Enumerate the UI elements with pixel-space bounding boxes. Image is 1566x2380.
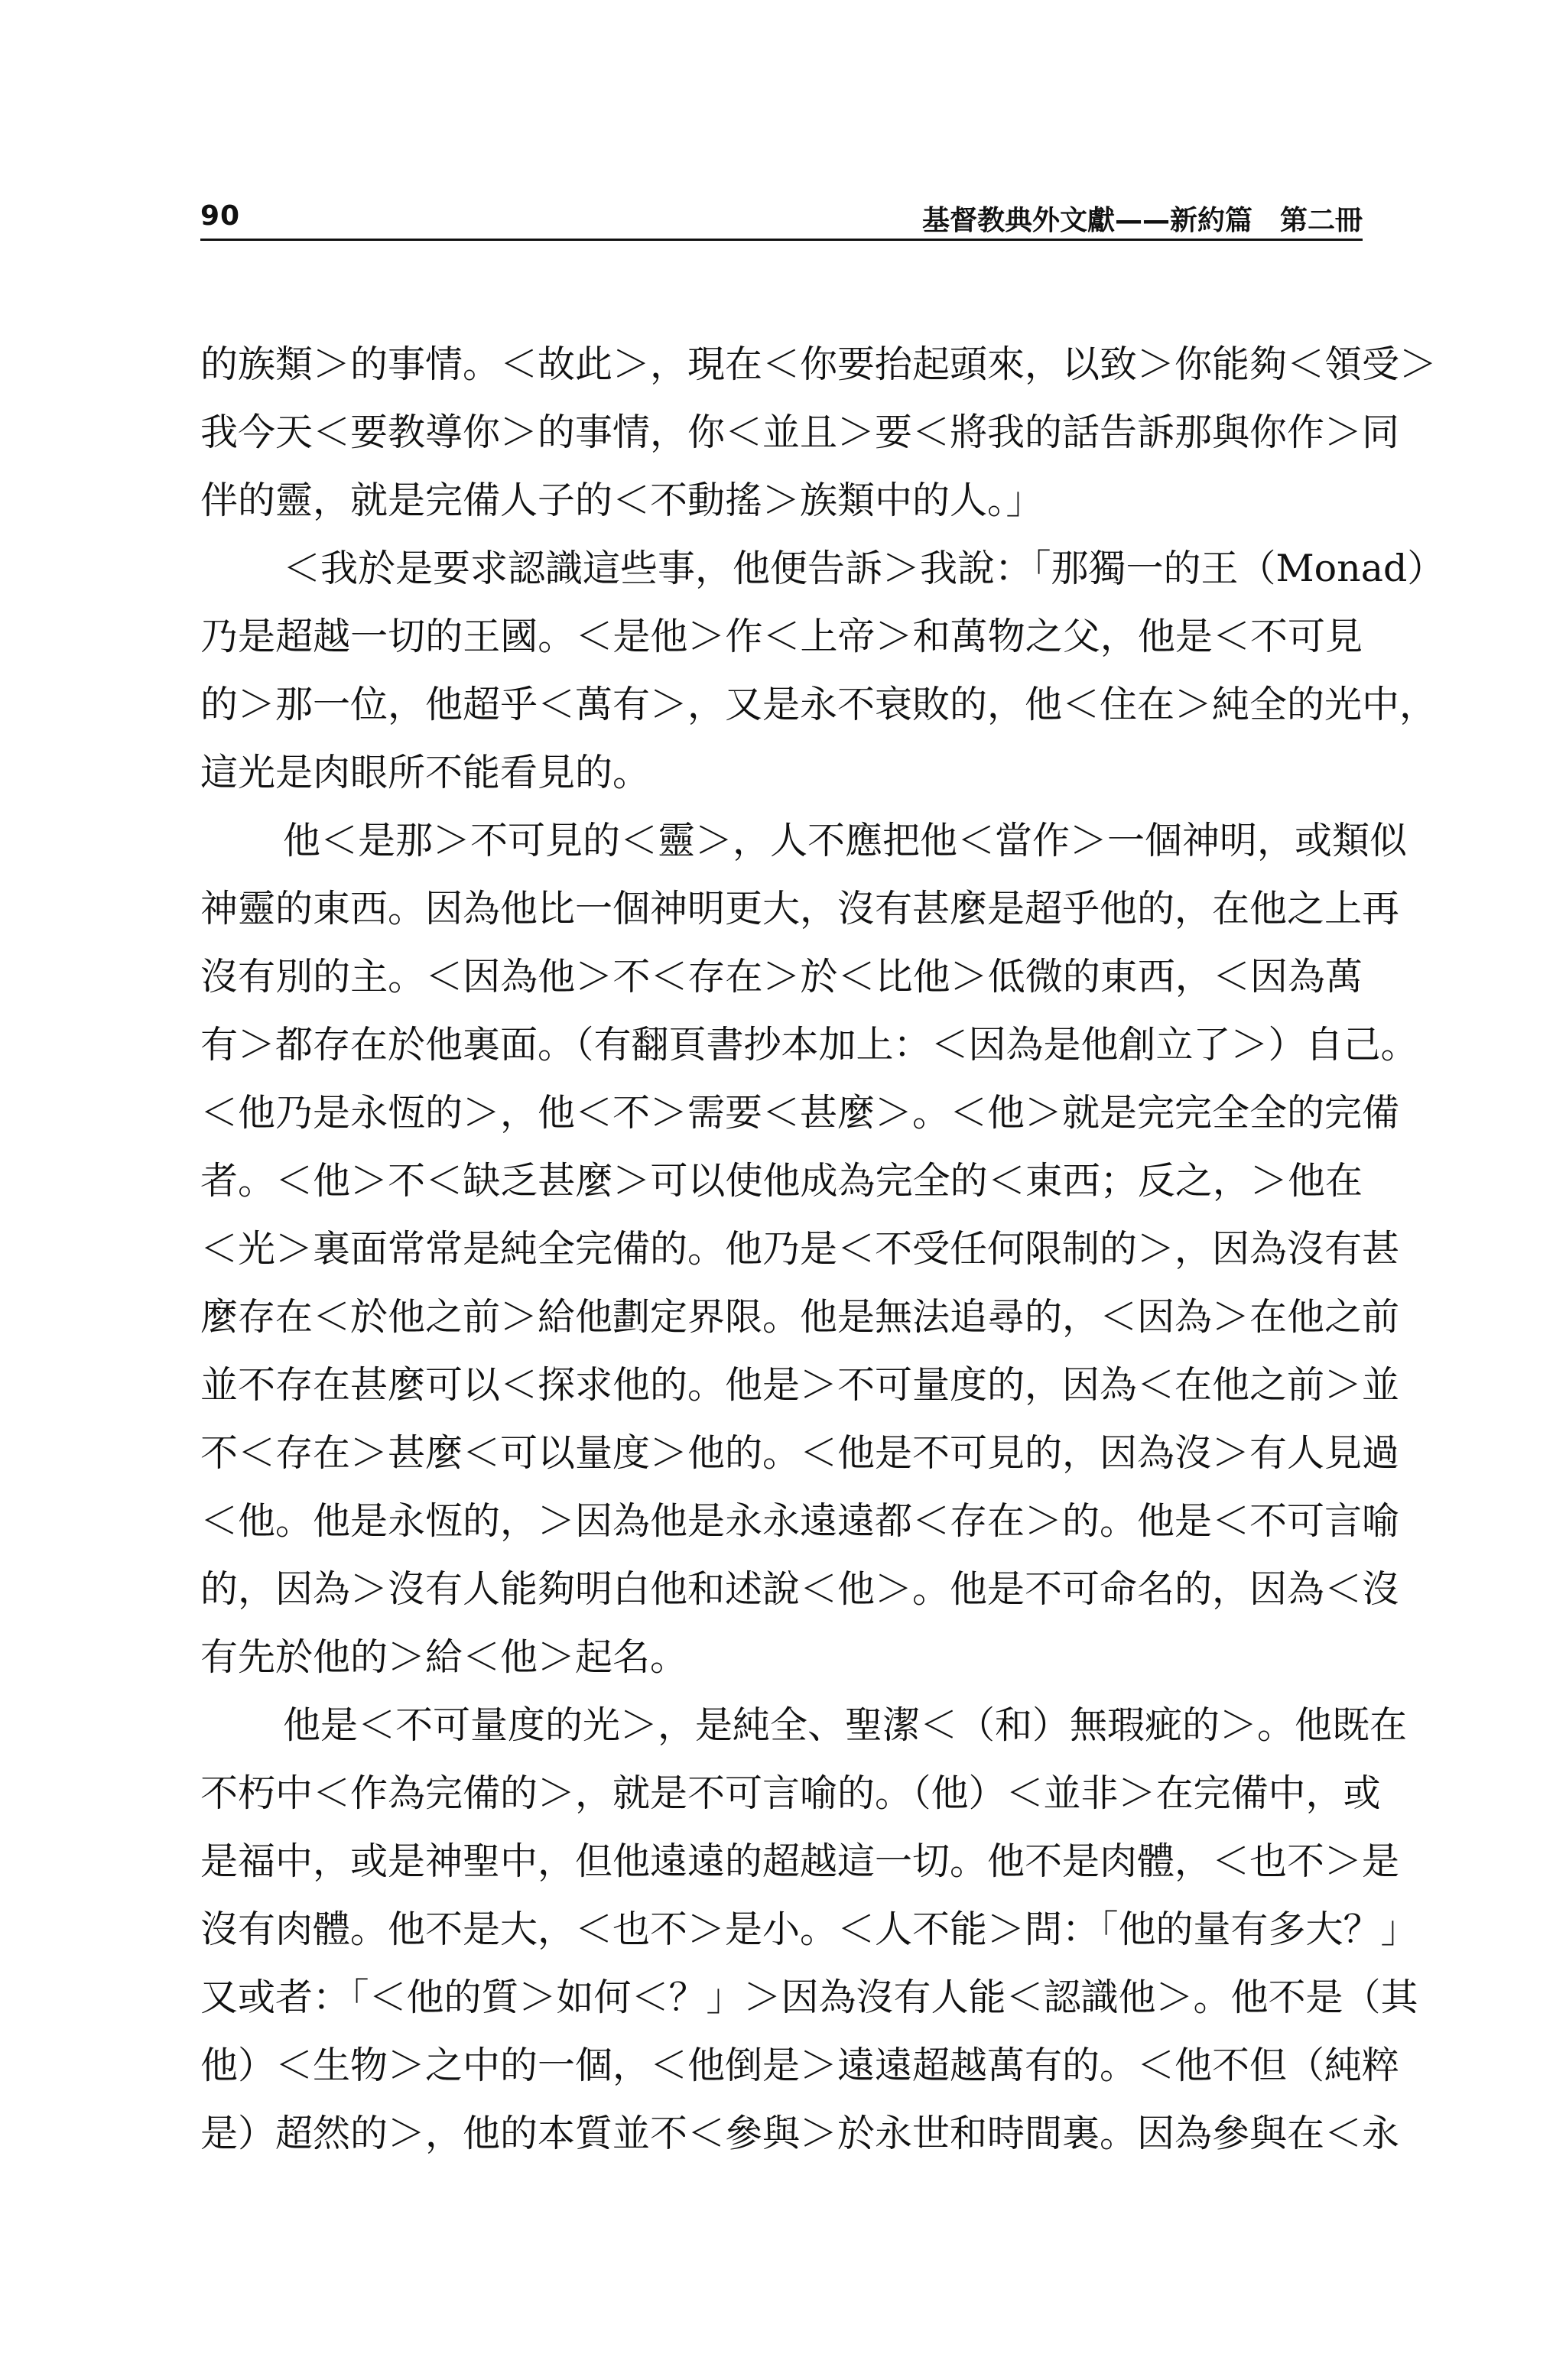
text-line: 有＞都存在於他裏面。（有翻頁書抄本加上：＜因為是他創立了＞）自己。 <box>200 1023 1418 1067</box>
text-line: 伴的靈，就是完備人子的＜不動搖＞族類中的人。」 <box>200 479 1044 522</box>
text-line: 這光是肉眼所不能看見的。 <box>200 751 651 794</box>
page-header <box>200 191 1363 237</box>
text-line: 並不存在甚麼可以＜探求他的。他是＞不可量度的，因為＜在他之前＞並 <box>200 1363 1400 1407</box>
text-line: 者。＜他＞不＜缺乏甚麼＞可以使他成為完全的＜東西；反之，＞他在 <box>200 1159 1363 1203</box>
text-line: 乃是超越一切的王國。＜是他＞作＜上帝＞和萬物之父，他是＜不可見 <box>200 615 1363 658</box>
text-line: ＜他。他是永恆的，＞因為他是永永遠遠都＜存在＞的。他是＜不可言喻 <box>200 1499 1400 1543</box>
text-line: 是）超然的＞，他的本質並不＜參與＞於永世和時間裏。因為參與在＜永 <box>200 2112 1400 2155</box>
body-text <box>200 330 1445 2167</box>
text-line: 有先於他的＞給＜他＞起名。 <box>200 1635 688 1679</box>
text-line: 不＜存在＞甚麼＜可以量度＞他的。＜他是不可見的，因為沒＞有人見過 <box>200 1431 1400 1475</box>
paragraph-3 <box>200 807 1418 1691</box>
text-line: ＜光＞裏面常常是純全完備的。他乃是＜不受任何限制的＞，因為沒有甚 <box>200 1227 1400 1271</box>
text-line: 他）＜生物＞之中的一個，＜他倒是＞遠遠超越萬有的。＜他不但（純粹 <box>200 2044 1400 2087</box>
text-line: 他＜是那＞不可見的＜靈＞，人不應把他＜當作＞一個神明，或類似 <box>283 819 1408 862</box>
page-number: 90 <box>200 200 241 232</box>
paragraph-2 <box>200 534 1445 807</box>
paragraph-1 <box>200 330 1438 534</box>
text-line: 的，因為＞沒有人能夠明白他和述說＜他＞。他是不可命名的，因為＜沒 <box>200 1567 1400 1611</box>
text-line: 是福中，或是神聖中，但他遠遠的超越這一切。他不是肉體，＜也不＞是 <box>200 1839 1400 1883</box>
text-line: 他是＜不可量度的光＞，是純全、聖潔＜（和）無瑕疵的＞。他既在 <box>283 1703 1408 1747</box>
text-line: 沒有肉體。他不是大，＜也不＞是小。＜人不能＞問：「他的量有多大？」 <box>200 1908 1418 1951</box>
text-line: 我今天＜要教導你＞的事情，你＜並且＞要＜將我的話告訴那與你作＞同 <box>200 411 1400 454</box>
text-line: 不朽中＜作為完備的＞，就是不可言喻的。（他）＜並非＞在完備中，或 <box>200 1771 1381 1815</box>
running-title: 基督教典外文獻——新約篇 第二冊 <box>921 205 1363 236</box>
text-line: 神靈的東西。因為他比一個神明更大，沒有甚麼是超乎他的，在他之上再 <box>200 887 1400 930</box>
text-line: 的族類＞的事情。＜故此＞，現在＜你要抬起頭來，以致＞你能夠＜領受＞ <box>200 343 1438 386</box>
text-line: 又或者：「＜他的質＞如何＜？」＞因為沒有人能＜認識他＞。他不是（其 <box>200 1976 1418 2019</box>
header-rule <box>200 239 1363 241</box>
paragraph-4 <box>200 1691 1418 2167</box>
text-line: ＜我於是要求認識這些事，他便告訴＞我說：「那獨一的王（Monad） <box>283 547 1445 590</box>
text-line: ＜他乃是永恆的＞，他＜不＞需要＜甚麼＞。＜他＞就是完完全全的完備 <box>200 1091 1400 1135</box>
text-line: 沒有別的主。＜因為他＞不＜存在＞於＜比他＞低微的東西，＜因為萬 <box>200 955 1363 998</box>
text-line: 的＞那一位，他超乎＜萬有＞，又是永不衰敗的，他＜住在＞純全的光中， <box>200 683 1438 726</box>
text-line: 麼存在＜於他之前＞給他劃定界限。他是無法追尋的，＜因為＞在他之前 <box>200 1295 1400 1339</box>
